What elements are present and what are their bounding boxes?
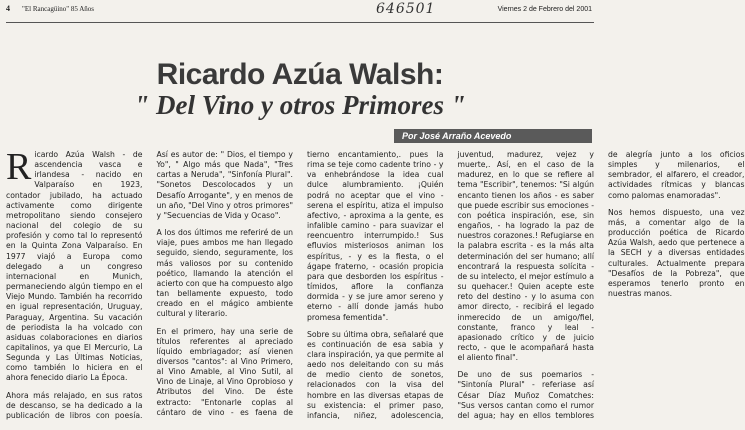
paragraph bbox=[6, 146, 143, 384]
publication-name: "El Rancagüino" 85 Años bbox=[22, 5, 95, 13]
paragraph: En el primero, hay una serie de títulos referentes al apreciado líquido embriagador; así vienen diversos "cantos": al Vino Primero, al Vino Amable, al Vino Sutil, al Vino de Linaje, al Vino Oprobioso y Atributos del Vino. De éste extracto: "Entonarle coplas al cántaro de vino - es faena de tierno encantamiento,. pues la rima se teje como cadente trino - y va enhebrándose la idea cual dulce alumbramiento. ¡Quién podrá no aceptar que el vino - serena el espíritu, atiza el impulso afectivo, - aproxima a la gente, es infalible camino - para suavizar el reencuentro interrumpido.! Sus efluvios misteriosos animan los espíritus, - y es la fiesta, o el ágape fraterno, - ocasión propicia para que desborden los espíritus - tímidos, aflore la confianza dormida - y se jure amor sereno y eterno - allí donde jamás hubo promesa fementida". bbox=[156, 150, 444, 417]
author-byline: Por José Arraño Acevedo bbox=[394, 129, 592, 143]
handwritten-note: 646501 bbox=[376, 1, 436, 17]
article-subtitle: " Del Vino y otros Primores " bbox=[134, 90, 466, 120]
paragraph: Nos hemos dispuesto, una vez más, a comentar algo de la producción poética de Ricardo Azúa Walsh, aedo que pertenece a la SECH y a diversas entidades culturales. Actualmente prepara "Desafíos de la Pobreza", que esperamos tenerlo pronto en nuestras manos. bbox=[608, 207, 745, 299]
article-body bbox=[6, 146, 745, 428]
paragraph: De uno de sus poemarios - "Sintonía Plural" - referiase así César Díaz Muñoz Comatches: "Sus versos cantan como el rumor del agua; hay en ellos temblores de alegría junto a los oficios simples y milenarios, el sembrador, el alfarero, el creador, actividades rítmicas y blancas como palomas enamoradas". bbox=[457, 150, 745, 420]
header-divider bbox=[6, 22, 594, 23]
page-header bbox=[6, 1, 592, 18]
paragraph: A los dos últimos me referiré de un viaje, pues ambos me han llegado seguido, siendo, seguramente, los más valiosos por su contenido poético, llamando la atención el acierto con que ha compuesto algo tan bellamente expuesto, todo creado en el mágico ambiente cultural y literario. bbox=[156, 228, 293, 319]
paragraph: Ahora más relajado, en sus ratos de descanso, se ha dedicado a la publicación de libros con poesía. Así es autor de: " Dios, el tiempo y Yo", " Algo más que Nada", "Tres cartas a Neruda", "Sinfonía Plural". "Sonetos Descolocados y un Desafío Arrogante", y en menos de un año, "Del Vino y otros primores" y "Secuencias de Vida y Ocaso". bbox=[6, 150, 293, 420]
drop-cap: R bbox=[6, 146, 32, 188]
paragraph-text: icardo Azúa Walsh - de ascendencia vasca e irlandesa - nacido en Valparaíso en 1923, contador jubilado, ha actuado activamente como dirigente metropolitano siendo consejero nacional del colegio de su profesión y como tal lo representó en la Quinta Zona Valparaíso. En 1977 viajó a Europa como delegado a un congreso internacional en Munich, permaneciendo algún tiempo en el Viejo Mundo. También ha recorrido en igual representación, Uruguay, Paraguay, Argentina. Su vacación de periodista la ha volcado con asiduas colaboraciones en diarios capitalinos, ya que El Mercurio, La Segunda y Las Últimas Noticias, como también lo hiciera en el ahora fenecido diario La Época. bbox=[6, 150, 143, 383]
issue-date: Viernes 2 de Febrero del 2001 bbox=[497, 6, 592, 13]
article-title: Ricardo Azúa Walsh: bbox=[156, 58, 444, 91]
page-number: 4 bbox=[6, 4, 10, 13]
paragraph: Sobre su última obra, señalaré que es continuación de esa sabia y clara inspiración, ya que permite al aedo nos deleitando con su más de medio ciento de sonetos, relacionados con la visa del hombre en las diversas etapas de su existencia: el primer paso, infancia, niñez, adolescencia, juventud, madurez, vejez y muerte,. Así, en el caso de la madurez, en lo que se refiere al tema "Escribir", tenemos: "Si algún encanto tienen los años - es saber que puede escribir sus emociones - con poética inspiración, ese, sin engaños, - ha logrado la paz de nuestros corazones.! Refugiarse en la palabra escrita - es la más alta determinación del ser humano; allí encontrará la respuesta solícita - de su intelecto, el mejor estímulo a su quehacer.! Quien acepte este reto del destino - y lo asuma con amor directo, - recibirá el legado inmerecido de un amigo/fiel, constante, franco y leal - apasionado crítico y de juicio recto, - que le acompañará hasta el aliento final". bbox=[307, 150, 594, 420]
